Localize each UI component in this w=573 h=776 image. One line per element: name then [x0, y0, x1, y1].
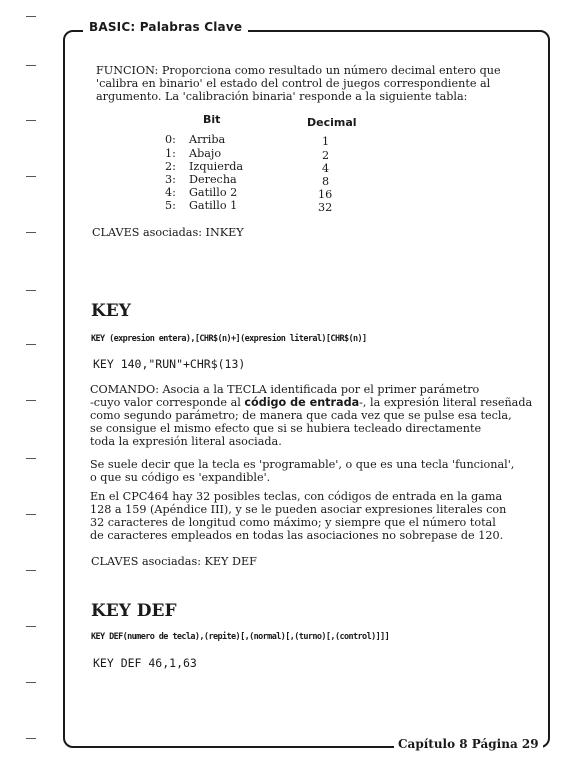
table-row: 2: — [165, 160, 176, 173]
key-paragraph-3 — [90, 490, 506, 542]
key-def-example: KEY DEF 46,1,63 — [93, 656, 197, 670]
margin-tick — [26, 344, 36, 345]
intro-line: FUNCION: Proporciona como resultado un número decimal entero que — [96, 64, 501, 77]
table-row-name: Izquierda — [189, 160, 244, 173]
table-row: 0: — [165, 133, 176, 146]
table-header-bit: Bit — [203, 113, 221, 126]
margin-tick — [26, 232, 36, 233]
intro-line: argumento. La 'calibración binaria' responde a la siguiente tabla: — [96, 90, 468, 103]
margin-tick — [26, 738, 36, 739]
table-row: 4: — [165, 186, 176, 199]
table-row-value: 32 — [318, 201, 333, 214]
text-line: -cuyo valor corresponde al código de entrada-, la expresión literal reseñada — [90, 396, 533, 409]
table-row: 3: — [165, 173, 176, 186]
page-header: BASIC: Palabras Clave — [83, 20, 248, 34]
section-title-key: KEY — [91, 301, 131, 321]
text-line: como segundo parámetro; de manera que cada vez que se pulse esa tecla, — [90, 409, 512, 422]
table-row-name: Abajo — [189, 147, 222, 160]
text-line: Se suele decir que la tecla es 'programable', o que es una tecla 'funcional', — [90, 458, 515, 471]
section-title-key-def: KEY DEF — [91, 601, 177, 621]
margin-tick — [26, 514, 36, 515]
margin-tick — [26, 458, 36, 459]
table-row-name: Arriba — [189, 133, 226, 146]
margin-tick — [26, 16, 36, 17]
margin-tick — [26, 570, 36, 571]
table-row: 5: — [165, 199, 176, 212]
key-paragraph-2 — [90, 458, 514, 484]
margin-tick — [26, 176, 36, 177]
claves-inkey: CLAVES asociadas: INKEY — [92, 226, 244, 239]
text-line: de caracteres empleados en todas las asociaciones no sobrepase de 120. — [90, 529, 504, 542]
margin-tick — [26, 290, 36, 291]
key-example: KEY 140,"RUN"+CHR$(13) — [93, 357, 246, 371]
margin-tick — [26, 626, 36, 627]
codigo-entrada-term: código de entrada — [244, 396, 360, 409]
table-row-value: 8 — [322, 175, 330, 188]
text-line: se consigue el mismo efecto que si se hubiera tecleado directamente — [90, 422, 482, 435]
claves-key-def: CLAVES asociadas: KEY DEF — [91, 555, 257, 568]
margin-tick — [26, 120, 36, 121]
intro-line: 'calibra en binario' el estado del control de juegos correspondiente al — [96, 77, 491, 90]
text-line: En el CPC464 hay 32 posibles teclas, con códigos de entrada en la gama — [90, 490, 503, 503]
table-row-value: 16 — [318, 188, 333, 201]
table-row-name: Derecha — [189, 173, 237, 186]
table-row: 1: — [165, 147, 176, 160]
margin-tick — [26, 682, 36, 683]
margin-tick — [26, 400, 36, 401]
intro-paragraph — [96, 64, 501, 103]
margin-tick — [26, 65, 36, 66]
key-command-paragraph — [90, 383, 532, 448]
table-row-value: 1 — [322, 135, 330, 148]
key-def-syntax: KEY DEF(numero de tecla),(repite)[,(normal)[,(turno)[,(control)]]] — [91, 632, 390, 642]
text-line: 32 caracteres de longitud como máximo; y siempre que el número total — [90, 516, 496, 529]
text-line: o que su código es 'expandible'. — [90, 471, 271, 484]
text-line: COMANDO: Asocia a la TECLA identificada por el primer parámetro — [90, 383, 480, 396]
key-syntax: KEY (expresion entera),[CHR$(n)+](expresion literal)[CHR$(n)] — [91, 334, 367, 344]
text-line: 128 a 159 (Apéndice III), y se le pueden asociar expresiones literales con — [90, 503, 507, 516]
table-row-name: Gatillo 2 — [189, 186, 238, 199]
table-row-value: 2 — [322, 149, 330, 162]
page-footer: Capítulo 8 Página 29 — [394, 737, 543, 751]
table-row-name: Gatillo 1 — [189, 199, 238, 212]
table-row-value: 4 — [322, 162, 330, 175]
text-line: toda la expresión literal asociada. — [90, 435, 282, 448]
table-header-decimal: Decimal — [307, 116, 357, 129]
